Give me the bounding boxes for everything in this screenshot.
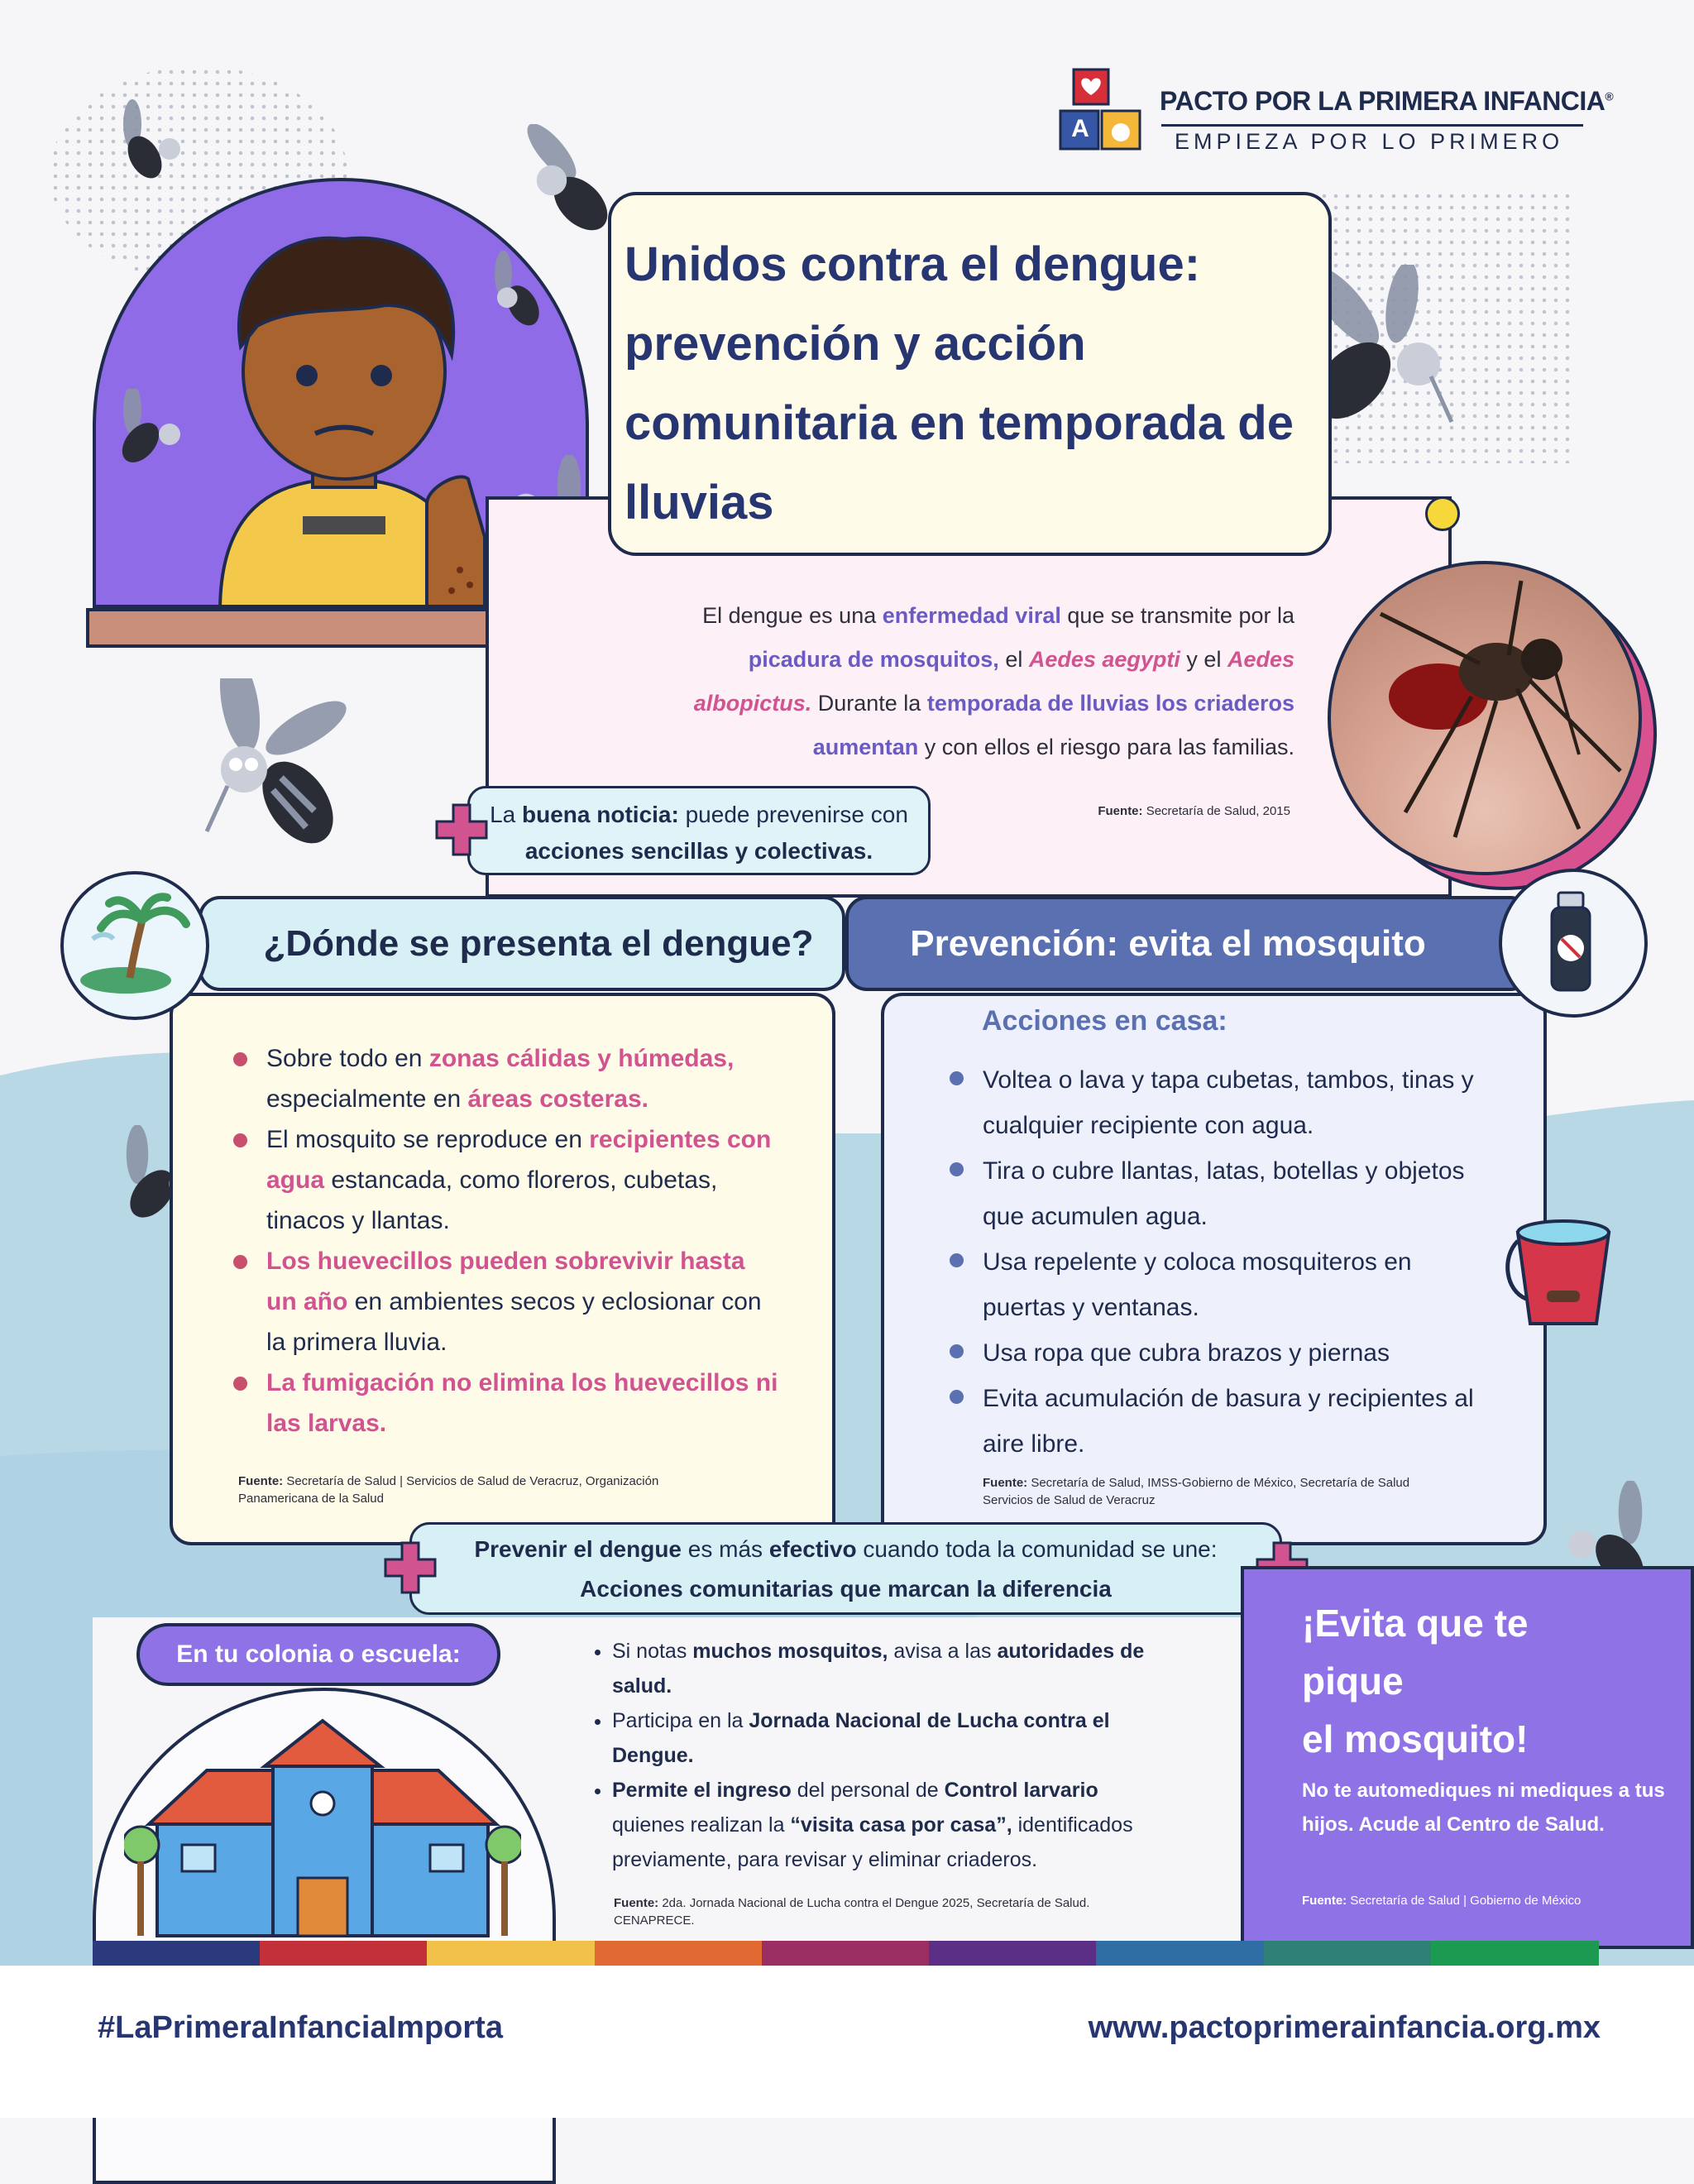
stripe-segment — [1264, 1941, 1432, 1967]
source-text: Secretaría de Salud | Servicios de Salud de Veracruz, Organización Panamericana de la Salud — [238, 1474, 659, 1506]
logo-letter-a: A — [1071, 115, 1089, 142]
mosquito-icon — [108, 389, 190, 472]
stripe-segment — [762, 1941, 930, 1967]
source-text: Secretaría de Salud, 2015 — [1142, 804, 1290, 818]
community-line-2: Acciones comunitarias que marcan la diferencia — [580, 1576, 1112, 1602]
intro-source — [993, 804, 1290, 818]
list-item — [612, 1703, 1175, 1773]
list-item: Usa repelente y coloca mosquiteros en puertas y ventanas. — [950, 1239, 1495, 1330]
footer — [0, 1966, 1694, 2118]
colonia-source — [614, 1894, 1160, 1929]
good-news-2: buena noticia: — [522, 802, 679, 827]
list-text: Participa en la — [612, 1709, 749, 1732]
list-highlight: Los huevecillos pueden sobrevivir hasta un año — [266, 1248, 745, 1315]
colonia-pill: En tu colonia o escuela: — [136, 1623, 500, 1686]
list-text: Si notas — [612, 1640, 693, 1663]
good-news-1: La — [490, 802, 523, 827]
evita-title-3: el mosquito! — [1302, 1717, 1529, 1760]
stripe-segment — [1431, 1941, 1599, 1967]
school-building-icon — [124, 1712, 521, 1944]
list-text: identificados previamente, para revisar y eliminar criaderos. — [612, 1813, 1133, 1871]
community-bold: efectivo — [768, 1536, 857, 1562]
list-highlight: recipientes con agua — [266, 1126, 772, 1194]
list-item — [233, 1038, 779, 1119]
list-text: del personal de — [791, 1779, 945, 1802]
repellent-circle — [1499, 869, 1648, 1018]
evita-panel — [1241, 1566, 1694, 1949]
logo-blocks-icon — [1059, 68, 1150, 159]
source-label: Fuente: — [1302, 1894, 1347, 1908]
source-label: Fuente: — [983, 1476, 1028, 1490]
aedes-mosquito-icon — [1331, 564, 1642, 875]
prevencion-subtitle: Acciones en casa: — [982, 1005, 1227, 1037]
intro-text-4: y el — [1180, 647, 1227, 672]
stripe-segment — [595, 1941, 763, 1967]
brand-logo — [1059, 68, 1614, 163]
community-text: es más — [682, 1536, 769, 1562]
repellent-spray-icon — [1502, 872, 1644, 1014]
list-item — [612, 1773, 1175, 1877]
intro-text-3: el — [998, 647, 1029, 672]
community-text: cuando toda la comunidad se une: — [856, 1536, 1218, 1562]
footer-url[interactable]: www.pactoprimerainfancia.org.mx — [1088, 2010, 1601, 2045]
evita-body: No te automediques ni mediques a tus hijos. Acude al Centro de Salud. — [1302, 1779, 1665, 1836]
list-text: en ambientes secos y eclosionar con la primera lluvia. — [266, 1288, 762, 1356]
source-label: Fuente: — [238, 1474, 284, 1488]
intro-text-2: que se transmite por la — [1060, 603, 1294, 628]
plus-cross-icon — [383, 1540, 438, 1595]
list-text: avisa a las — [888, 1640, 998, 1663]
yellow-dot — [1425, 496, 1460, 531]
list-text: El mosquito se reproduce en — [266, 1126, 590, 1153]
intro-text-1: El dengue es una — [702, 603, 883, 628]
intro-highlight-bite: picadura de mosquitos, — [748, 647, 999, 672]
intro-highlight-viral: enfermedad viral — [882, 603, 1061, 628]
footer-hashtag: #LaPrimeraInfanciaImporta — [98, 2010, 503, 2045]
list-bold: Permite el ingreso — [612, 1779, 792, 1802]
list-highlight: áreas costeras. — [467, 1085, 648, 1113]
intro-paragraph — [645, 594, 1294, 769]
list-bold: Control larvario — [944, 1779, 1098, 1802]
mosquito-icon — [480, 248, 558, 339]
source-text: Secretaría de Salud, IMSS-Gobierno de México, Secretaría de Salud Servicios de Salud de Veracruz — [983, 1476, 1410, 1507]
mosquito-icon — [108, 99, 190, 190]
brand-rule — [1161, 124, 1583, 127]
list-bold: Jornada Nacional de Lucha contra el Dengue. — [612, 1709, 1110, 1767]
community-bold: Prevenir el dengue — [474, 1536, 682, 1562]
intro-highlight-season: temporada de lluvias los criaderos aumentan — [812, 691, 1294, 759]
list-item — [612, 1634, 1175, 1703]
source-label: Fuente: — [614, 1896, 659, 1910]
intro-text-6: y con ellos el riesgo para las familias. — [918, 735, 1294, 759]
registered-mark: ® — [1605, 89, 1614, 103]
list-bold: autoridades de salud. — [612, 1640, 1145, 1698]
mosquito-icon — [190, 678, 356, 844]
prevencion-source — [983, 1474, 1462, 1509]
source-text: 2da. Jornada Nacional de Lucha contra el Dengue 2025, Secretaría de Salud. CENAPRECE. — [614, 1896, 1090, 1928]
evita-title-1: ¡Evita que te — [1302, 1602, 1529, 1645]
list-item — [233, 1363, 779, 1444]
stripe-segment — [1096, 1941, 1264, 1967]
donde-list — [233, 1038, 779, 1444]
palm-tree-icon — [64, 874, 206, 1017]
list-bold: “visita casa por casa”, — [790, 1813, 1012, 1837]
donde-header: ¿Dónde se presenta el dengue? — [199, 896, 845, 991]
good-news-box — [467, 786, 931, 875]
mosquito-photo — [1328, 561, 1658, 892]
brand-name — [1160, 86, 1613, 117]
stripe-segment — [929, 1941, 1097, 1967]
list-item: Voltea o lava y tapa cubetas, tambos, tinas y cualquier recipiente con agua. — [950, 1057, 1495, 1148]
evita-title-2: pique — [1302, 1660, 1404, 1703]
source-text: Secretaría de Salud | Gobierno de México — [1347, 1894, 1582, 1908]
good-news-3: puede prevenirse con — [678, 802, 908, 827]
evita-title — [1302, 1594, 1682, 1768]
stripe-segment — [260, 1941, 428, 1967]
colonia-list — [579, 1634, 1175, 1877]
source-label: Fuente: — [1098, 804, 1143, 818]
donde-source — [238, 1473, 735, 1507]
intro-species-albopictus: Aedes albopictus. — [693, 647, 1294, 716]
stripe-segment — [93, 1941, 261, 1967]
list-highlight: La fumigación no elimina los huevecillos ni las larvas. — [266, 1369, 778, 1437]
list-text: estancada, como floreros, cubetas, tinacos y llantas. — [266, 1166, 718, 1234]
brand-name-text: PACTO POR LA PRIMERA INFANCIA — [1160, 86, 1605, 116]
list-item: Usa ropa que cubra brazos y piernas — [950, 1330, 1495, 1376]
stripe-segment — [427, 1941, 595, 1967]
good-news-4: acciones sencillas y colectivas. — [524, 838, 873, 864]
palm-tree-circle — [60, 871, 209, 1020]
list-highlight: zonas cálidas y húmedas, — [428, 1045, 735, 1072]
prevencion-list — [950, 1057, 1495, 1467]
intro-species-aegypti: Aedes aegypti — [1028, 647, 1180, 672]
list-item — [233, 1241, 779, 1363]
intro-text-5: Durante la — [811, 691, 927, 716]
prevencion-header: Prevención: evita el mosquito — [845, 896, 1532, 991]
brand-tagline: EMPIEZA POR LO PRIMERO — [1175, 129, 1564, 154]
photo-circle — [1328, 561, 1642, 875]
plus-cross-icon — [434, 802, 489, 857]
community-box — [409, 1522, 1282, 1615]
bucket-icon — [1501, 1208, 1625, 1332]
list-text: quienes realizan la — [612, 1813, 791, 1837]
page-title: Unidos contra el dengue: prevención y acción comunitaria en temporada de lluvias — [624, 237, 1294, 529]
list-bold: muchos mosquitos, — [692, 1640, 888, 1663]
community-line-1 — [412, 1530, 1280, 1569]
list-text: Sobre todo en — [266, 1045, 429, 1072]
list-item: Tira o cubre llantas, latas, botellas y objetos que acumulen agua. — [950, 1148, 1495, 1239]
list-item — [233, 1119, 779, 1241]
list-text: especialmente en — [266, 1085, 468, 1113]
list-item: Evita acumulación de basura y recipientes al aire libre. — [950, 1376, 1495, 1467]
evita-source — [1302, 1894, 1666, 1908]
